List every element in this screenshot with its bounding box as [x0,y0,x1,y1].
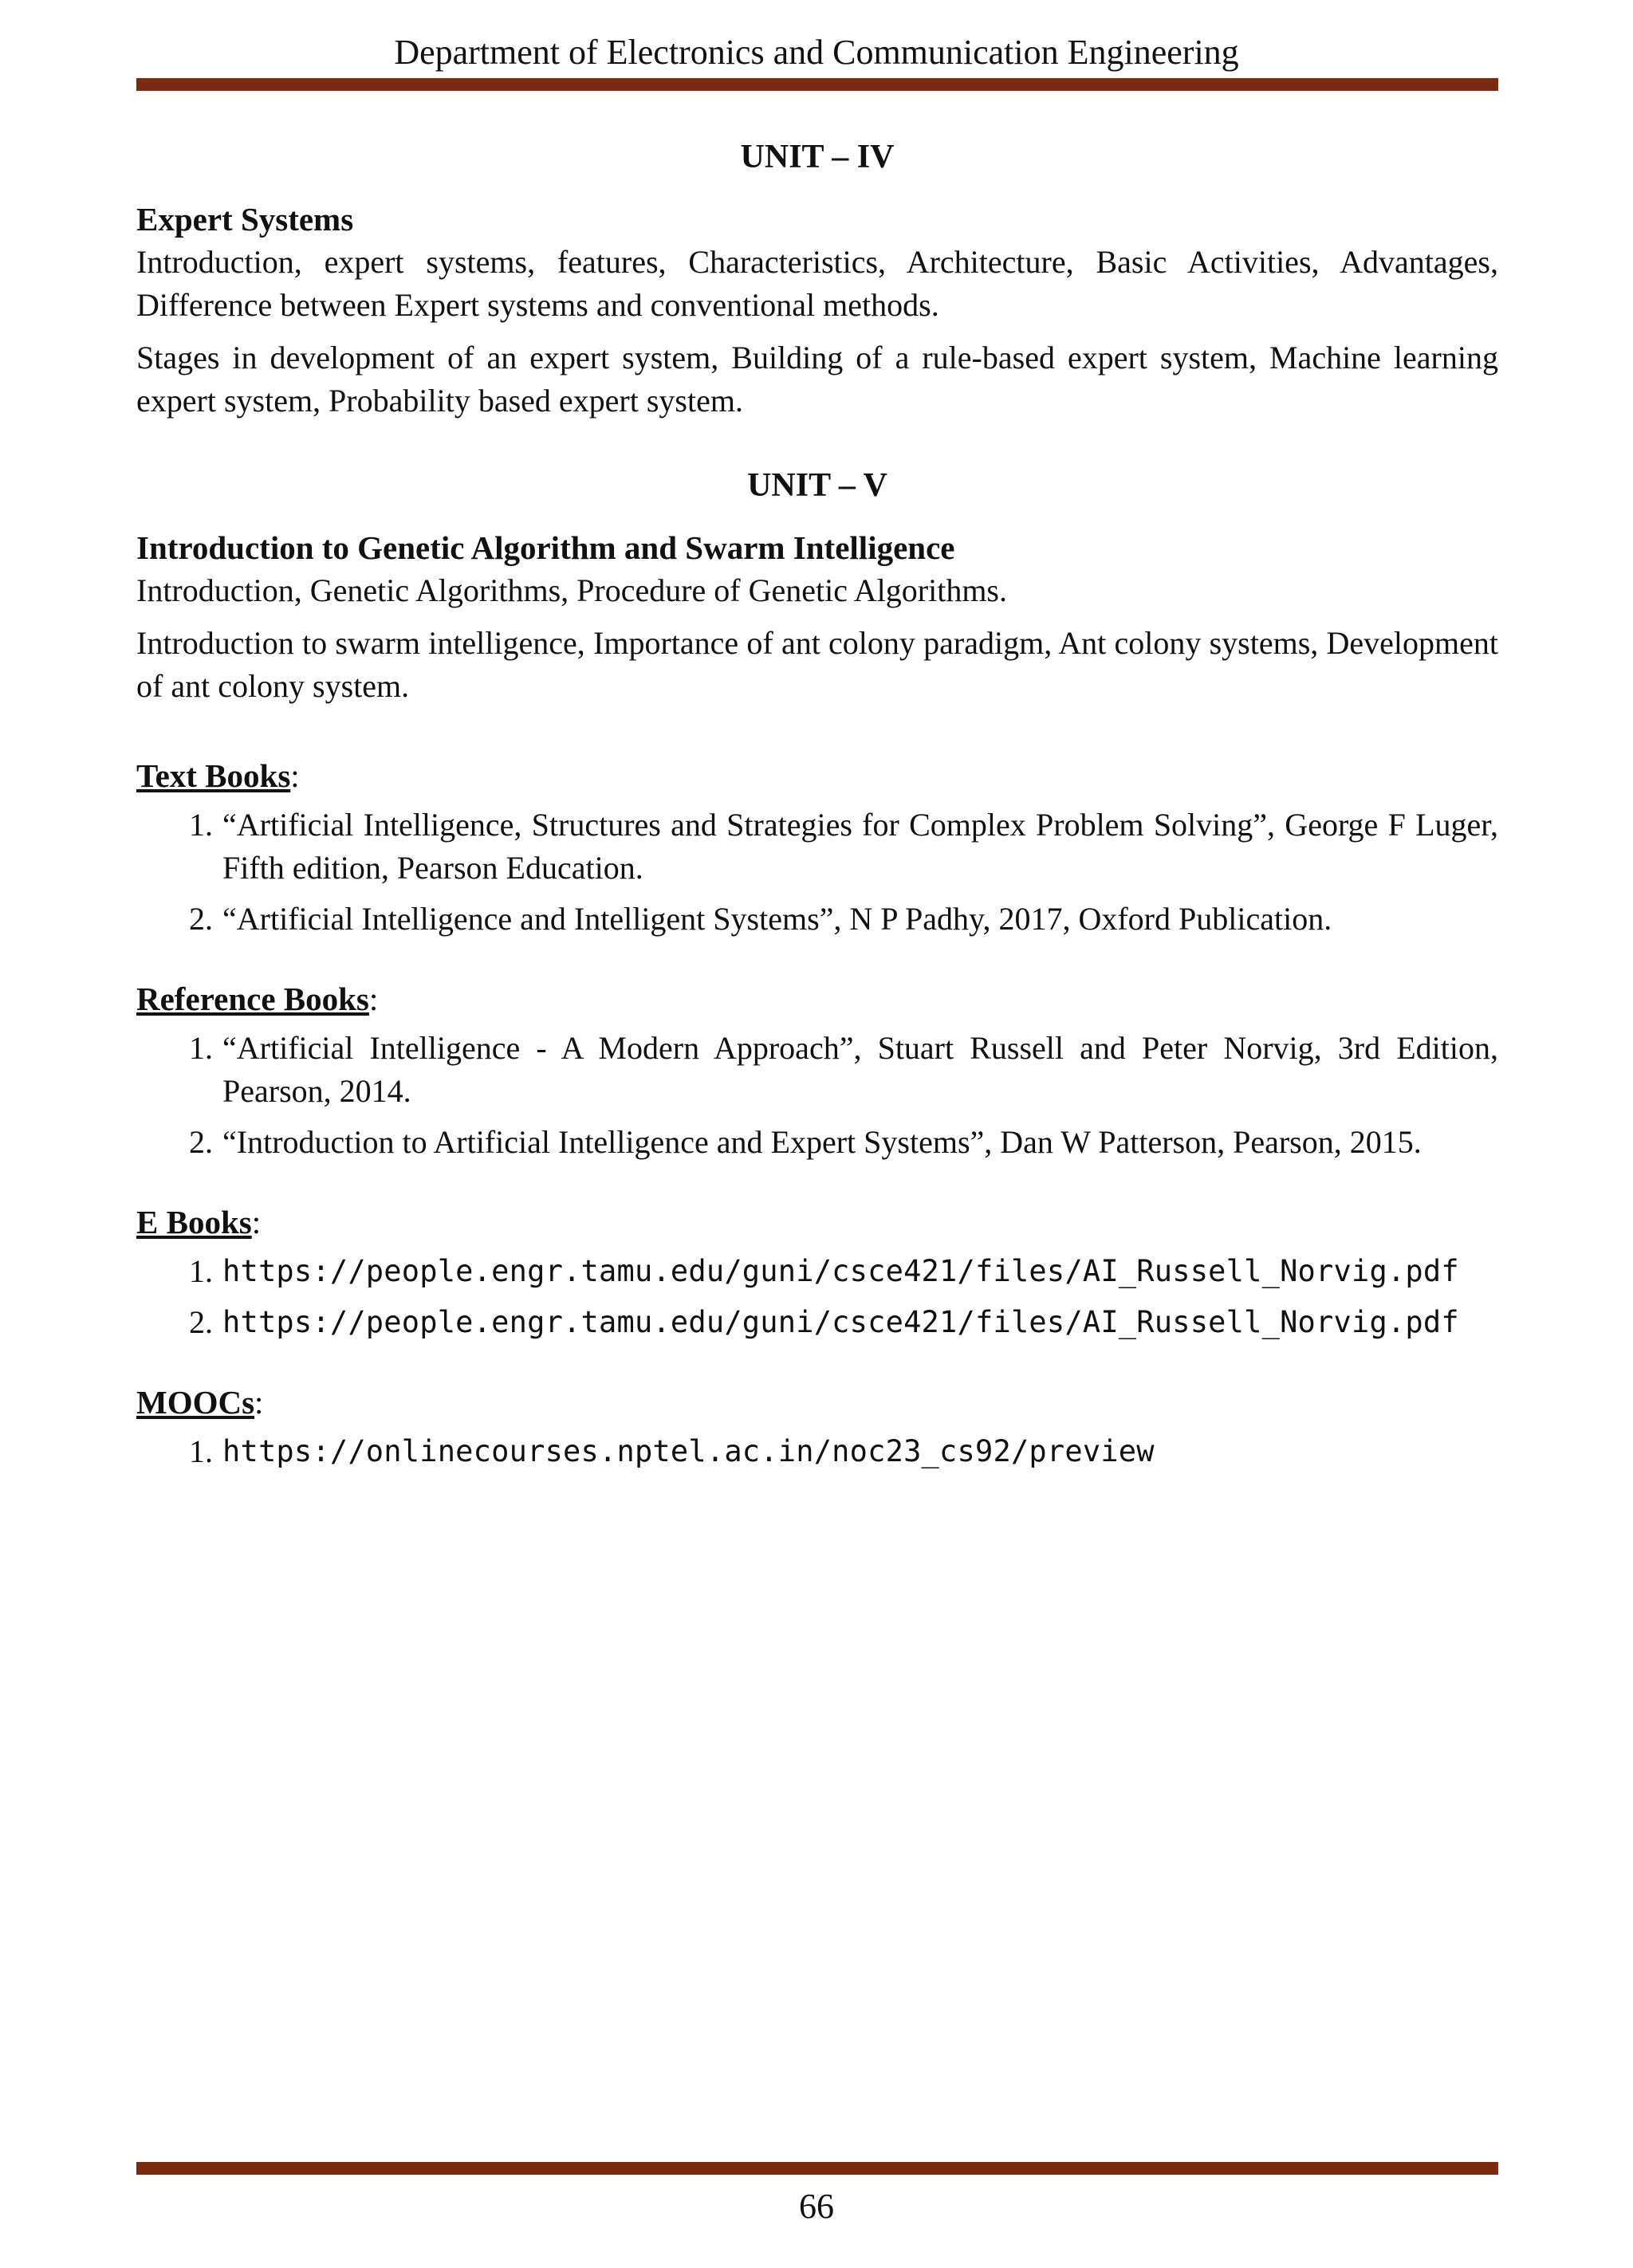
e-books-title: E Books: [136,1204,262,1240]
page-header-department: Department of Electronics and Communication Engineering [394,33,1239,72]
list-item: 1. https://onlinecourses.nptel.ac.in/noc23_cs92/preview [136,1430,1498,1473]
e-books-list [136,1250,1498,1344]
unit-v-topic: Introduction to Genetic Algorithm and Swarm Intelligence [136,529,955,566]
text-books-list [136,804,1498,941]
unit-v-paragraph: Introduction, Genetic Algorithms, Procedure of Genetic Algorithms. [136,572,1007,608]
header-rule [136,78,1498,91]
footer-rule [136,2162,1498,2175]
list-item: 1. “Artificial Intelligence, Structures and Strategies for Complex Problem Solving”, George F Luger, Fifth edition, Pearson Education. [189,807,1498,886]
unit-iv-heading: UNIT – IV [740,139,895,175]
unit-v-paragraph: Introduction to swarm intelligence, Importance of ant colony paradigm, Ant colony systems, Development of ant colony system. [136,625,1498,704]
text-books-title: Text Books: [136,757,300,794]
e-book-link[interactable]: https://people.engr.tamu.edu/guni/csce421/files/AI_Russell_Norvig.pdf [222,1254,1459,1288]
unit-iv-paragraph: Introduction, expert systems, features, Characteristics, Architecture, Basic Activities, Advantages, Difference between Expert systems and conventional methods. [136,244,1498,323]
moocs-title: MOOCs: [136,1384,264,1421]
page-number: 66 [799,2187,834,2226]
list-item: 2. https://people.engr.tamu.edu/guni/csce421/files/AI_Russell_Norvig.pdf [136,1301,1498,1344]
reference-books-title: Reference Books: [136,981,379,1017]
list-item: 1. https://people.engr.tamu.edu/guni/csce421/files/AI_Russell_Norvig.pdf [136,1250,1498,1293]
unit-iv-topic: Expert Systems [136,201,354,238]
mooc-link[interactable]: https://onlinecourses.nptel.ac.in/noc23_cs92/preview [222,1434,1155,1468]
moocs-list [136,1430,1498,1473]
e-book-link[interactable]: https://people.engr.tamu.edu/guni/csce421/files/AI_Russell_Norvig.pdf [222,1305,1459,1339]
unit-v-heading: UNIT – V [747,467,887,504]
list-item: 2. “Introduction to Artificial Intelligence and Expert Systems”, Dan W Patterson, Pearson, 2015. [189,1124,1422,1160]
unit-iv-paragraph: Stages in development of an expert system, Building of a rule-based expert system, Machine learning expert system, Probability based expert system. [136,340,1498,419]
list-item: 1. “Artificial Intelligence - A Modern Approach”, Stuart Russell and Peter Norvig, 3rd Edition, Pearson, 2014. [189,1030,1498,1109]
reference-books-list [136,1027,1498,1164]
page-content [136,136,1498,1481]
list-item: 2. “Artificial Intelligence and Intelligent Systems”, N P Padhy, 2017, Oxford Publication. [189,901,1332,937]
